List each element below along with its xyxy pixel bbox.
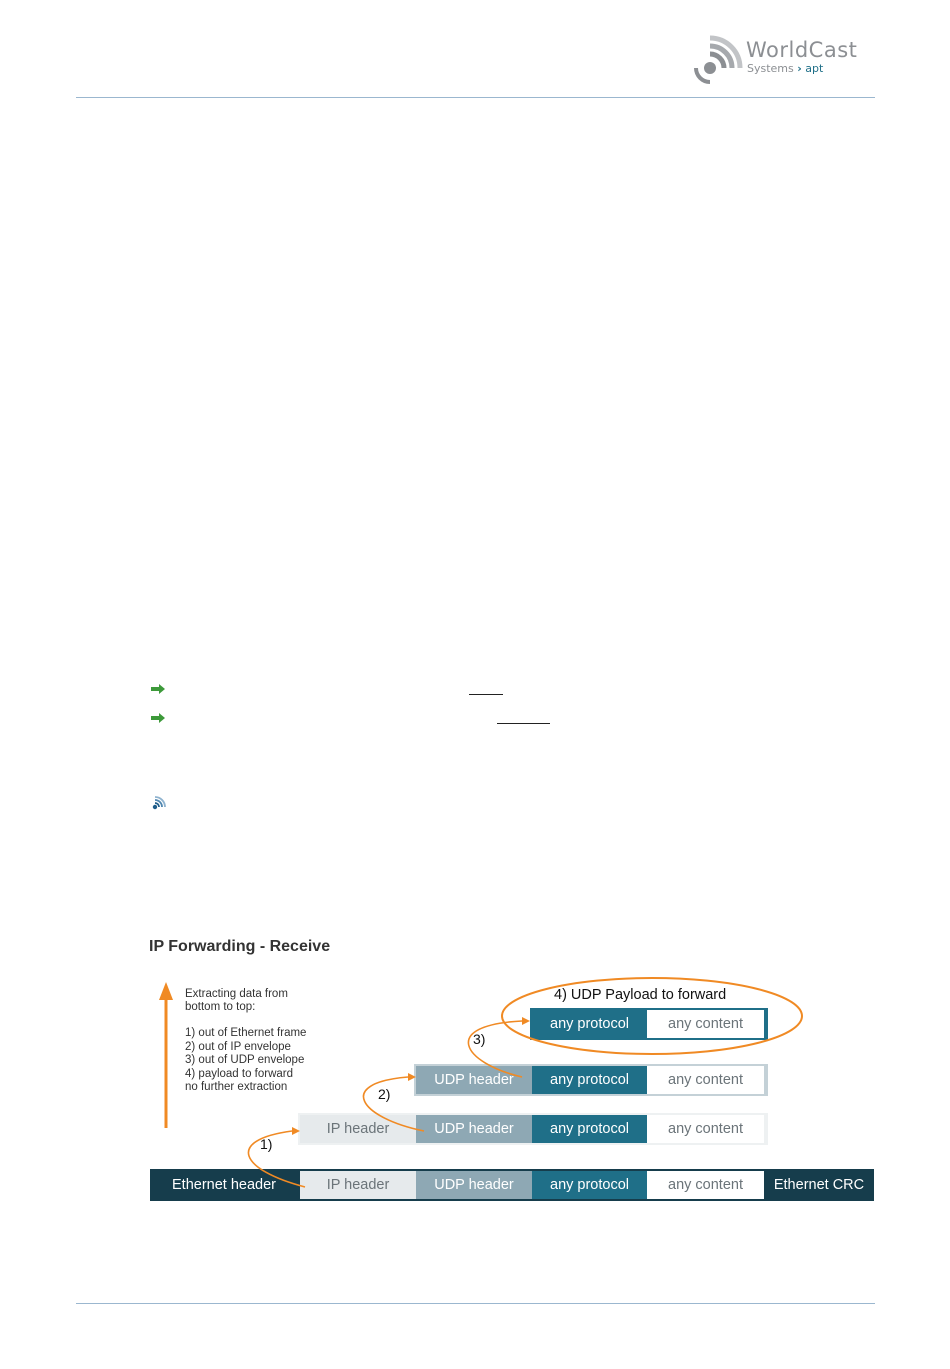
udp-header-cell: UDP header	[416, 1066, 532, 1094]
udp-header-cell: UDP header	[416, 1115, 532, 1143]
ip-header-cell: IP header	[300, 1171, 416, 1199]
any-content-cell: any content	[647, 1115, 764, 1143]
any-protocol-cell: any protocol	[532, 1010, 647, 1038]
note-line: bottom to top:	[185, 1001, 256, 1013]
logo-sub-apt: apt	[805, 62, 824, 75]
step-label-3: 3)	[473, 1031, 486, 1047]
step-label-2: 2)	[378, 1086, 391, 1102]
figure-title: IP Forwarding - Receive	[149, 938, 331, 955]
ip-header-cell: IP header	[300, 1115, 416, 1143]
any-content-cell: any content	[647, 1010, 764, 1038]
any-protocol-cell: any protocol	[532, 1066, 647, 1094]
note-line: 3) out of UDP envelope	[185, 1054, 305, 1066]
any-content-cell: any content	[647, 1066, 764, 1094]
udp-header-cell: UDP header	[416, 1171, 532, 1199]
footer-rule	[76, 1303, 875, 1304]
logo-sub-systems: Systems	[747, 62, 794, 75]
payload-label: 4) UDP Payload to forward	[554, 987, 727, 1003]
ethernet-crc-cell: Ethernet CRC	[764, 1171, 874, 1199]
any-protocol-cell: any protocol	[532, 1171, 647, 1199]
note-line: no further extraction	[185, 1081, 288, 1093]
note-line: Extracting data from	[185, 988, 288, 1000]
note-line: 2) out of IP envelope	[185, 1041, 291, 1053]
connector-1	[248, 1131, 305, 1187]
any-protocol-cell: any protocol	[532, 1115, 647, 1143]
note-line: 4) payload to forward	[185, 1068, 294, 1080]
logo-chevron-icon: ›	[797, 62, 802, 75]
step-label-1: 1)	[260, 1136, 273, 1152]
connector-2	[363, 1077, 424, 1131]
connector-3	[468, 1021, 522, 1077]
any-content-cell: any content	[647, 1171, 764, 1199]
ethernet-header-cell: Ethernet header	[150, 1171, 298, 1199]
logo-brand: WorldCast	[746, 38, 858, 62]
note-line: 1) out of Ethernet frame	[185, 1027, 307, 1039]
